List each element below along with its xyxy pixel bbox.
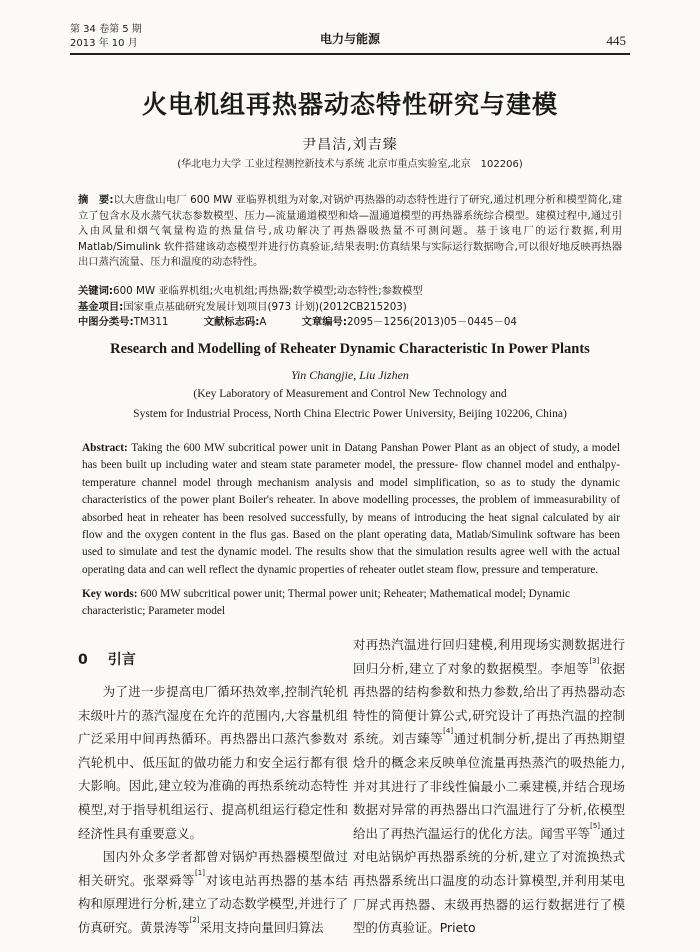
article-number-label: 文章编号: <box>301 316 347 328</box>
authors-cn: 尹昌洁,刘吉臻 <box>302 137 398 153</box>
body-text: 对该电站再热器的基本结构和原理进行分析,建立了动态数学模型,并进行了仿真研究。黄景涛等 <box>78 872 349 935</box>
clc-value: TM311 <box>133 316 169 328</box>
doc-code-label: 文献标志码: <box>203 316 260 328</box>
fund-text: 国家重点基础研究发展计划项目(973 计划)(2012CB215203) <box>123 301 407 313</box>
body-text: 对再热汽温进行回归建模,利用现场实测数据进行回归分析,建立了对象的数据模型。李旭等 <box>353 637 625 676</box>
citation-ref: [3] <box>589 656 600 665</box>
keywords-en <box>82 586 620 621</box>
volume-issue: 第 34 卷第 5 期 <box>70 24 142 35</box>
section-title: 引言 <box>107 652 136 668</box>
affiliation-en-line2: System for Industrial Process, North China Electric Power University, Beijing 102206, China) <box>133 408 567 420</box>
body-text: 依据再热器的结构参数和热力参数,给出了再热器动态特性的简便计算公式,研究设计了再热汽温的控制系统。刘吉臻等 <box>353 660 625 747</box>
citation-ref: [4] <box>443 727 454 736</box>
authors-en: Yin Changjie, Liu Jizhen <box>291 368 409 382</box>
keywords-cn-label: 关键词: <box>78 285 114 297</box>
journal-name: 电力与能源 <box>319 32 380 46</box>
header-divider <box>70 53 630 55</box>
abstract-cn-label: 摘 要: <box>78 194 114 206</box>
clc-label: 中图分类号: <box>78 316 134 328</box>
keywords-en-label: Key words: <box>82 588 138 600</box>
keywords-cn <box>78 282 622 297</box>
section-heading <box>78 649 136 669</box>
classification-line <box>78 313 622 328</box>
body-paragraph <box>353 633 625 940</box>
paper-title-en: Research and Modelling of Reheater Dynamic Characteristic In Power Plants <box>110 341 590 357</box>
page-number: 445 <box>606 33 626 48</box>
body-column-right <box>353 633 625 940</box>
citation-ref: [5] <box>590 821 601 830</box>
body-column-left <box>78 680 348 940</box>
citation-ref: [1] <box>195 868 205 877</box>
fund-label: 基金项目: <box>78 301 124 313</box>
issue-date: 2013 年 10 月 <box>70 38 138 49</box>
paper-title-cn: 火电机组再热器动态特性研究与建模 <box>141 90 558 119</box>
body-text: 通过机制分析,提出了再热期望焓升的概念来反映单位流量再热蒸汽的吸热能力,并对其进行了非线性偏最小二乘建模,并结合现场数据对异常的再热器出口汽温进行了分析,依模型给出了再热汽温运行的优化方法。闻雪平等 <box>353 731 625 841</box>
article-number-value: 2095－1256(2013)05－0445－04 <box>346 316 517 328</box>
abstract-en <box>82 440 620 579</box>
keywords-cn-text: 600 MW 亚临界机组;火电机组;再热器;数学模型;动态特性;参数模型 <box>113 285 423 297</box>
body-paragraph: 为了进一步提高电厂循环热效率,控制汽轮机末级叶片的蒸汽湿度在允许的范围内,大容量机组广泛采用中间再热循环。再热器出口蒸汽参数对汽轮机中、低压缸的做功能力和安全运行都有很大影响。因此,建立较为准确的再热系统动态特性模型,对于指导机组运行、提高机组运行稳定性和经济性具有重要意义。 <box>78 684 348 841</box>
section-number: 0 <box>78 652 88 668</box>
body-text: 采用支持向量回归算法 <box>199 919 324 935</box>
abstract-cn-text: 以大唐盘山电厂 600 MW 亚临界机组为对象,对锅炉再热器的动态特性进行了研究,通过机理分析和模型简化,建立了包含水及水蒸气状态参数模型、压力—流量通道模型和焓—温通道模型的再热器系统综合模型。建模过程中,通过引入由风量和烟气氧量构造的热量信号,成功解决了再热器吸热量不可测问题。基于该电厂的运行数据,利用 Matlab/Simulink 软件搭建该动态模型并进行仿真验证,结果表明:仿真结果与实际运行数据吻合,可以很好地反映再热器出口蒸汽流量、压力和温度的动态特性。 <box>78 194 622 268</box>
body-paragraph <box>78 845 348 939</box>
abstract-en-text: Taking the 600 MW subcritical power unit in Datang Panshan Power Plant as an object of study, a model has been built up including water and steam state parameter model, the pressure- flow channel model and enthalpy- temperature channel model through mechanism analysis and model simplification, so as to study the dynamic characteristics of the power plant Boiler's reheater. In above modelling processes, the problem of immeasurability of absorbed heat in reheater has been resolved successfully, by means of introducing the heat signal calculated by air flow and the oxygen content in the flus gas. Based on the plant operating data, Matlab/Simulink software has been used to simulate and test the dynamic model. The results show that the simulation results agree well with the actual operating data and can well reflect the dynamic properties of reheater outlet steam flow, pressure and temperature. <box>82 442 620 576</box>
abstract-cn <box>78 193 622 271</box>
affiliation-cn: (华北电力大学 工业过程测控新技术与系统 北京市重点实验室,北京 102206) <box>177 159 523 170</box>
abstract-en-label: Abstract: <box>82 442 128 454</box>
body-text: 通过对电站锅炉再热器系统的分析,建立了对流换热式再热器系统出口温度的动态计算模型,并利用某电厂屏式再热器、末级再热器的运行数据进行了模型的仿真验证。Prieto <box>353 825 626 936</box>
body-text: 国内外众多学者都曾对锅炉再热器模型做过相关研究。张翠舜等 <box>78 849 348 888</box>
doc-code-value: A <box>259 316 267 328</box>
affiliation-en-line1: (Key Laboratory of Measurement and Control New Technology and <box>193 388 507 400</box>
fund-project <box>78 298 622 313</box>
citation-ref: [2] <box>189 915 200 924</box>
keywords-en-text: 600 MW subcritical power unit; Thermal power unit; Reheater; Mathematical model; Dynamic characteristic; Parameter model <box>82 588 571 618</box>
